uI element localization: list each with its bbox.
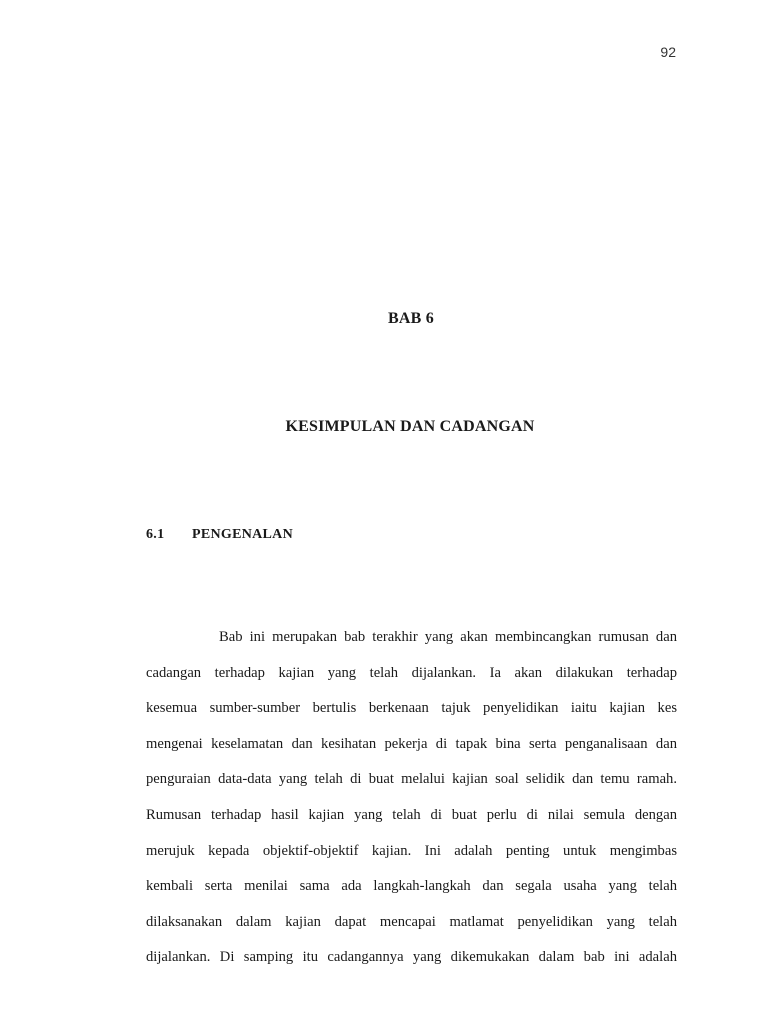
chapter-label: BAB 6 [388, 310, 434, 327]
section-number: 6.1 [146, 527, 165, 542]
body-paragraph [146, 620, 677, 976]
paragraph-line: kembali serta menilai sama ada langkah-langkah dan segala usaha yang telah [146, 878, 677, 895]
paragraph-line: Bab ini merupakan bab terakhir yang akan membincangkan rumusan dan [219, 629, 677, 645]
paragraph-line: mengenai keselamatan dan kesihatan pekerja di tapak bina serta penganalisaan dan [146, 735, 677, 752]
page-number: 92 [660, 44, 676, 60]
chapter-title: KESIMPULAN DAN CADANGAN [285, 418, 535, 435]
section-heading [146, 527, 293, 543]
paragraph-line: cadangan terhadap kajian yang telah dijalankan. Ia akan dilakukan terhadap [146, 664, 677, 681]
paragraph-line: kesemua sumber-sumber bertulis berkenaan tajuk penyelidikan iaitu kajian kes [146, 700, 677, 717]
paragraph-line: Rumusan terhadap hasil kajian yang telah di buat perlu di nilai semula dengan [146, 806, 677, 823]
paragraph-line: penguraian data-data yang telah di buat melalui kajian soal selidik dan temu ramah. [146, 771, 677, 788]
paragraph-line: dijalankan. Di samping itu cadangannya yang dikemukakan dalam bab ini adalah [146, 949, 677, 966]
section-title: PENGENALAN [192, 527, 294, 542]
paragraph-line: dilaksanakan dalam kajian dapat mencapai matlamat penyelidikan yang telah [146, 913, 677, 930]
paragraph-line: merujuk kepada objektif-objektif kajian. Ini adalah penting untuk mengimbas [146, 842, 677, 859]
